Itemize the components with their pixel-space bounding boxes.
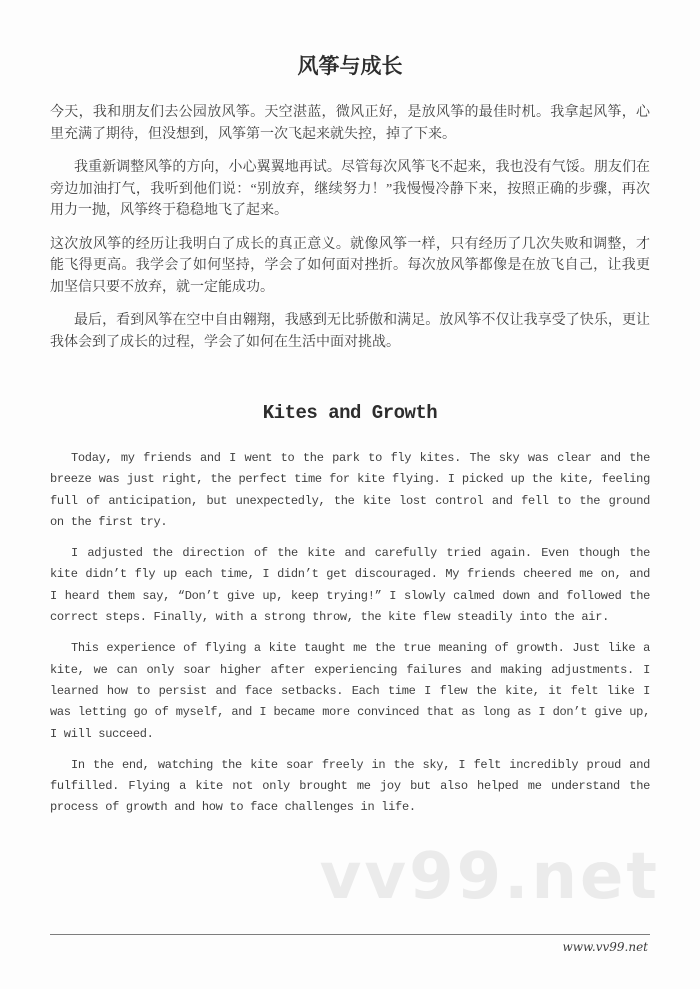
english-essay-title: Kites and Growth	[262, 402, 438, 424]
watermark-text: vv99.net	[319, 840, 660, 914]
english-paragraph-2: I adjusted the direction of the kite and carefully tried again. Even though the kite didn’t fly up each time, I didn’t get discouraged. My friends cheered me on, and I heard them say, “Don’t give up, keep trying!” I slowly calmed down and followed the correct steps. Finally, with a strong throw, the kite flew steadily into the air.	[50, 546, 650, 625]
english-paragraph-1: Today, my friends and I went to the park to fly kites. The sky was clear and the breeze was just right, the perfect time for kite flying. I picked up the kite, feeling full of anticipation, but unexpectedly, the kite lost control and fell to the ground on the first try.	[50, 451, 650, 529]
footer-divider	[50, 934, 650, 935]
english-paragraph-3: This experience of flying a kite taught me the true meaning of growth. Just like a kite, we can only soar higher after experiencing failures and making adjustments. I learned how to persist and face setbacks. Each time I flew the kite, it felt like I was letting go of myself, and I became more convinced that as long as I don’t give up, I will succeed.	[50, 641, 650, 741]
chinese-paragraph-1: 今天，我和朋友们去公园放风筝。天空湛蓝，微风正好，是放风筝的最佳时机。我拿起风筝，心里充满了期待，但没想到，风筝第一次飞起来就失控，掉了下来。	[50, 105, 650, 142]
chinese-paragraph-3: 这次放风筝的经历让我明白了成长的真正意义。就像风筝一样，只有经历了几次失败和调整，才能飞得更高。我学会了如何坚持，学会了如何面对挫折。每次放风筝都像是在放飞自己，让我更加坚信只要不放弃，就一定能成功。	[50, 236, 650, 295]
footer-url: www.vv99.net	[562, 940, 648, 954]
chinese-paragraph-4: 最后，看到风筝在空中自由翱翔，我感到无比骄傲和满足。放风筝不仅让我享受了快乐，更让我体会到了成长的过程，学会了如何在生活中面对挑战。	[50, 313, 650, 350]
chinese-essay-title: 风筝与成长	[297, 54, 403, 78]
chinese-paragraph-2: 我重新调整风筝的方向，小心翼翼地再试。尽管每次风筝飞不起来，我也没有气馁。朋友们在旁边加油打气，我听到他们说：“别放弃，继续努力！”我慢慢冷静下来，按照正确的步骤，再次用力一抛，风筝终于稳稳地飞了起来。	[50, 160, 650, 218]
english-paragraph-4: In the end, watching the kite soar freely in the sky, I felt incredibly proud and fulfilled. Flying a kite not only brought me joy but also helped me understand the process of growth and how to face challenges in life.	[50, 757, 650, 815]
